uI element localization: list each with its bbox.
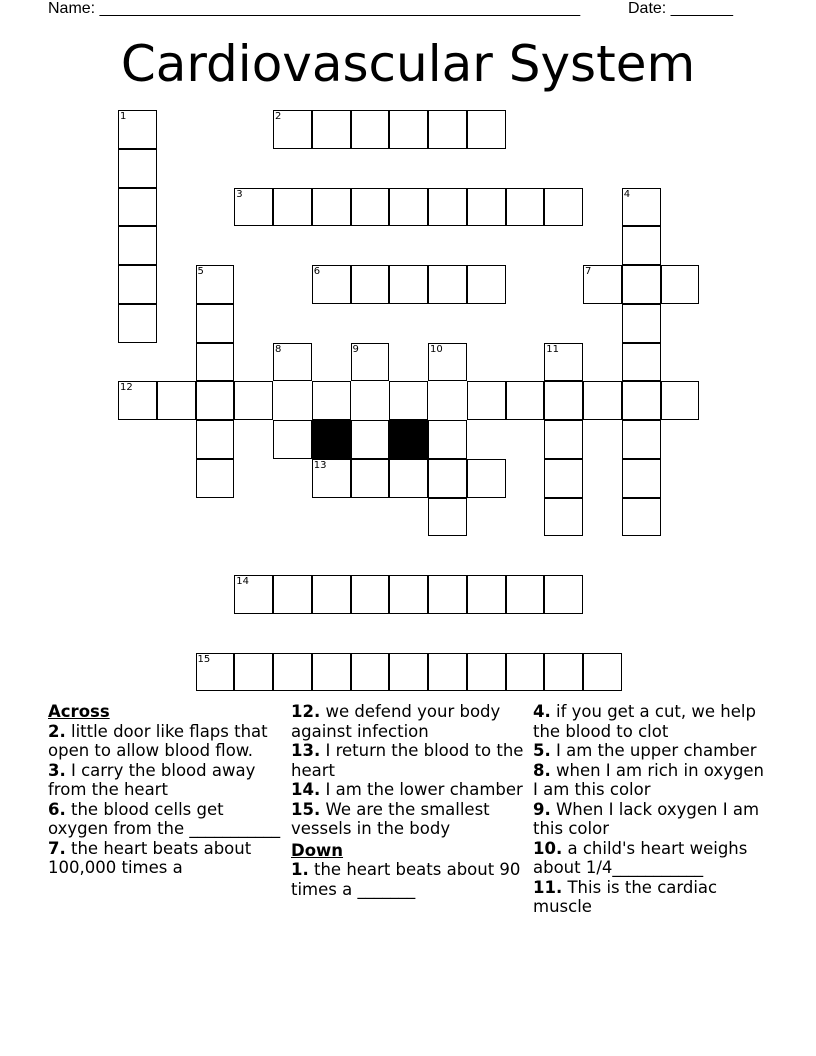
crossword-cell[interactable] — [273, 575, 312, 614]
crossword-cell[interactable] — [351, 420, 390, 459]
crossword-cell[interactable] — [622, 304, 661, 343]
crossword-cell[interactable] — [544, 459, 583, 498]
crossword-cell[interactable] — [428, 459, 467, 498]
clue-number: 3 — [236, 188, 243, 200]
crossword-cell[interactable] — [196, 420, 235, 459]
crossword-cell[interactable] — [389, 653, 428, 692]
crossword-cell[interactable] — [544, 188, 583, 227]
crossword-cell[interactable] — [118, 188, 157, 227]
crossword-cell[interactable] — [467, 575, 506, 614]
crossword-cell[interactable] — [467, 653, 506, 692]
date-field-label: Date: _______ — [628, 0, 733, 17]
crossword-cell[interactable] — [428, 498, 467, 537]
crossword-cell[interactable] — [506, 653, 545, 692]
crossword-cell[interactable] — [544, 420, 583, 459]
crossword-cell[interactable] — [273, 653, 312, 692]
crossword-cell[interactable] — [622, 498, 661, 537]
crossword-cell[interactable] — [622, 343, 661, 382]
crossword-cell[interactable] — [583, 381, 622, 420]
crossword-cell[interactable] — [196, 459, 235, 498]
clue-number: 5 — [197, 266, 204, 277]
clue-number: 15 — [197, 653, 211, 665]
crossword-cell[interactable] — [234, 381, 273, 420]
across-heading: Across — [48, 702, 110, 721]
crossword-cell[interactable] — [544, 653, 583, 692]
crossword-cell[interactable] — [467, 459, 506, 498]
crossword-cell[interactable] — [389, 110, 428, 149]
clue-number: 6 — [313, 266, 321, 277]
crossword-cell[interactable] — [389, 459, 428, 498]
down-heading: Down — [291, 840, 344, 860]
crossword-cell[interactable] — [583, 653, 622, 692]
clue-number: 12 — [120, 382, 133, 394]
down-clue-4: 4. if you get a cut, we help the blood to clot — [533, 702, 756, 741]
crossword-cell[interactable] — [351, 653, 390, 692]
name-field-label: Name: ______________________________________________________ — [48, 0, 581, 17]
down-clue-1: 1. the heart beats about 90 times a _______ — [291, 860, 521, 899]
crossword-cell[interactable] — [506, 188, 545, 227]
crossword-cell[interactable] — [467, 188, 506, 227]
crossword-cell[interactable] — [428, 575, 467, 614]
clues-column-3 — [533, 702, 769, 917]
clue-number: 13 — [313, 459, 327, 471]
crossword-cell[interactable] — [622, 381, 661, 420]
across-clue-12: 12. we defend your body against infection — [291, 702, 501, 741]
clue-number: 11 — [546, 343, 559, 355]
crossword-cell[interactable] — [428, 653, 467, 692]
crossword-cell[interactable] — [467, 110, 506, 149]
crossword-cell[interactable] — [196, 304, 235, 343]
crossword-cell[interactable] — [506, 575, 545, 614]
clue-number: 7 — [585, 266, 592, 277]
crossword-cell[interactable] — [544, 498, 583, 537]
clue-number: 14 — [236, 576, 249, 587]
clue-number: 9 — [352, 343, 359, 355]
crossword-cell[interactable] — [273, 188, 312, 227]
crossword-cell[interactable] — [544, 575, 583, 614]
clue-number: 4 — [623, 188, 631, 200]
crossword-black-cell — [389, 420, 428, 459]
crossword-cell[interactable] — [622, 265, 661, 304]
crossword-cell[interactable] — [351, 575, 390, 614]
crossword-cell[interactable] — [389, 381, 428, 420]
crossword-cell[interactable] — [234, 653, 273, 692]
across-clue-15: 15. We are the smallest vessels in the body — [291, 799, 490, 838]
crossword-cell[interactable] — [506, 381, 545, 420]
crossword-cell[interactable] — [428, 265, 467, 304]
crossword-cell[interactable] — [312, 653, 351, 692]
crossword-cell[interactable] — [428, 420, 467, 459]
across-clue-6: 6. the blood cells get oxygen from the ___________ — [48, 799, 281, 838]
crossword-cell[interactable] — [351, 188, 390, 227]
down-clue-11: 11. This is the cardiac muscle — [533, 877, 718, 916]
crossword-cell[interactable] — [351, 265, 390, 304]
crossword-cell[interactable] — [118, 149, 157, 188]
crossword-cell[interactable] — [428, 110, 467, 149]
across-clue-2: 2. little door like flaps that open to allow blood flow. — [48, 721, 268, 760]
clue-number: 8 — [275, 343, 282, 355]
crossword-cell[interactable] — [351, 110, 390, 149]
across-clue-14: 14. I am the lower chamber — [291, 780, 523, 799]
crossword-cell[interactable] — [622, 226, 661, 265]
page-title: Cardiovascular System — [120, 35, 696, 93]
crossword-cell[interactable] — [196, 343, 235, 382]
crossword-cell[interactable] — [467, 381, 506, 420]
clues-column-1 — [48, 702, 284, 878]
crossword-cell[interactable] — [622, 420, 661, 459]
crossword-cell[interactable] — [118, 265, 157, 304]
crossword-cell[interactable] — [312, 110, 351, 149]
crossword-cell[interactable] — [118, 226, 157, 265]
crossword-cell[interactable] — [428, 188, 467, 227]
clues-column-2 — [291, 702, 527, 899]
crossword-cell[interactable] — [661, 381, 700, 420]
crossword-cell[interactable] — [622, 459, 661, 498]
crossword-cell[interactable] — [312, 381, 351, 420]
crossword-cell[interactable] — [351, 459, 390, 498]
crossword-cell[interactable] — [312, 575, 351, 614]
down-clue-10: 10. a child's heart weighs about 1/4___________ — [533, 838, 748, 877]
across-clue-3: 3. I carry the blood away from the heart — [48, 760, 256, 799]
crossword-cell[interactable] — [389, 575, 428, 614]
crossword-cell[interactable] — [196, 381, 235, 420]
crossword-cell[interactable] — [467, 265, 506, 304]
crossword-black-cell — [312, 420, 351, 459]
crossword-cell[interactable] — [157, 381, 196, 420]
crossword-cell[interactable] — [273, 420, 312, 459]
down-clue-8: 8. when I am rich in oxygen I am this color — [533, 760, 764, 799]
crossword-cell[interactable] — [389, 188, 428, 227]
clue-number: 1 — [120, 111, 127, 122]
across-clue-13: 13. I return the blood to the heart — [291, 741, 524, 780]
crossword-cell[interactable] — [661, 265, 700, 304]
across-clue-7: 7. the heart beats about 100,000 times a — [48, 838, 252, 877]
crossword-cell[interactable] — [312, 188, 351, 227]
crossword-cell[interactable] — [544, 381, 583, 420]
down-clue-9: 9. When I lack oxygen I am this color — [533, 799, 760, 838]
crossword-cell[interactable] — [118, 304, 157, 343]
crossword-cell[interactable] — [389, 265, 428, 304]
clue-number: 2 — [275, 111, 282, 122]
clue-number: 10 — [430, 343, 443, 355]
down-clue-5: 5. I am the upper chamber — [533, 741, 757, 760]
